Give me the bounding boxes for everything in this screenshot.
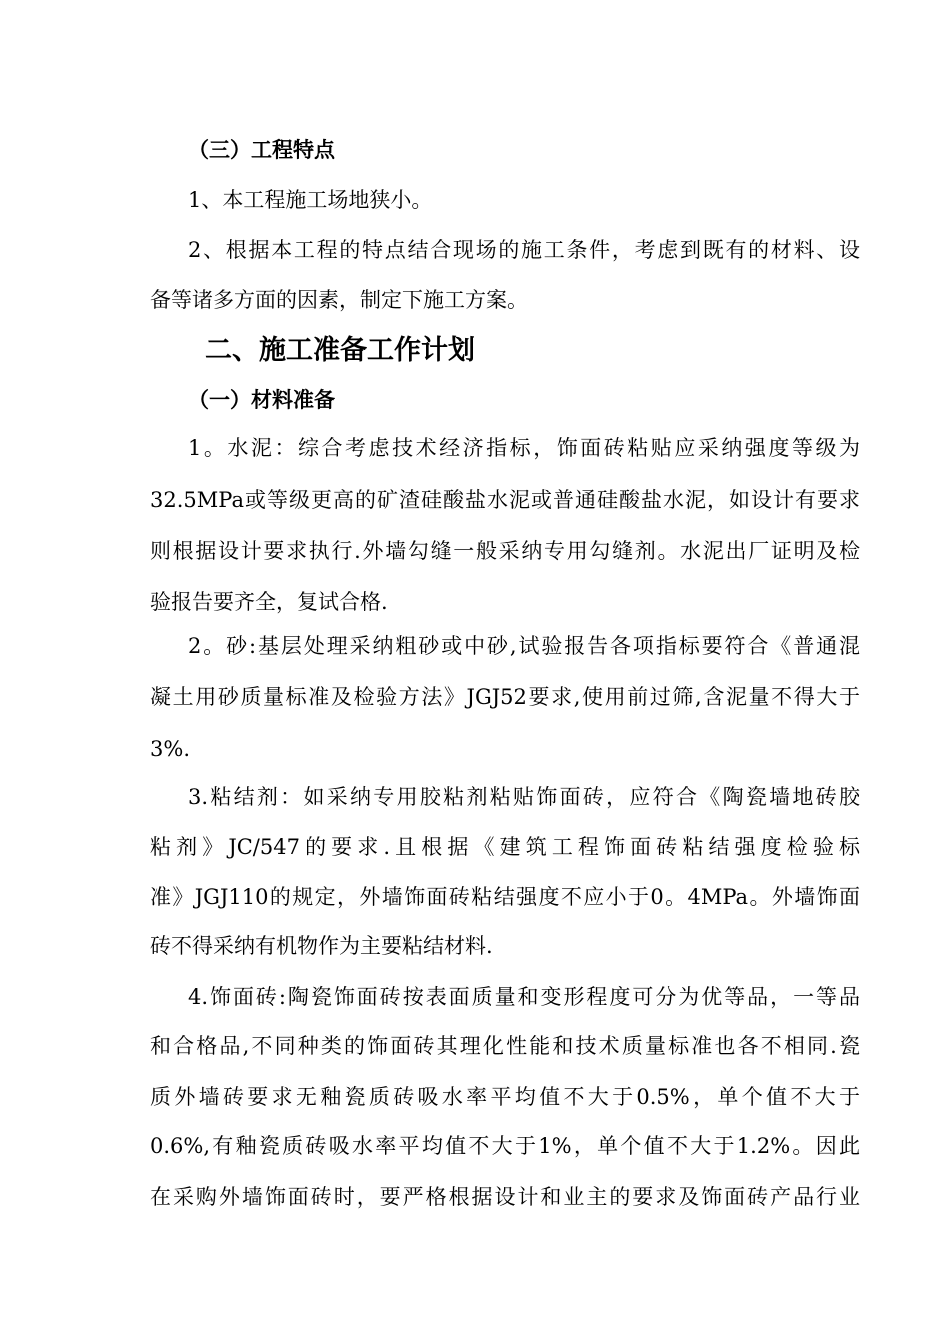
paragraph-line: 4.饰面砖:陶瓷饰面砖按表面质量和变形程度可分为优等品，一等品 bbox=[188, 985, 860, 1009]
paragraph-line: 验报告要齐全，复试合格. bbox=[150, 590, 388, 614]
paragraph-line: 在采购外墙饰面砖时，要严格根据设计和业主的要求及饰面砖产品行业 bbox=[150, 1185, 860, 1209]
paragraph-line: 粘剂》JC/547的要求.且根据《建筑工程饰面砖粘结强度检验标 bbox=[150, 835, 860, 859]
paragraph-line: 备等诸多方面的因素，制定下施工方案。 bbox=[150, 288, 528, 312]
chapter-heading-construction-preparation: 二、施工准备工作计划 bbox=[205, 335, 475, 366]
subsection-heading-materials: （一）材料准备 bbox=[188, 388, 335, 412]
paragraph-line: 和合格品,不同种类的饰面砖其理化性能和技术质量标准也各不相同.瓷 bbox=[150, 1034, 860, 1058]
paragraph-line: 1。水泥：综合考虑技术经济指标，饰面砖粘贴应采纳强度等级为 bbox=[188, 436, 860, 460]
paragraph-line: 1、本工程施工场地狭小。 bbox=[188, 188, 433, 212]
paragraph-line: 准》JGJ110的规定，外墙饰面砖粘结强度不应小于0。4MPa。外墙饰面 bbox=[150, 885, 860, 909]
section-heading-project-features: （三）工程特点 bbox=[188, 138, 335, 162]
paragraph-line: 则根据设计要求执行.外墙勾缝一般采纳专用勾缝剂。水泥出厂证明及检 bbox=[150, 539, 860, 563]
paragraph-line: 2、根据本工程的特点结合现场的施工条件，考虑到既有的材料、设 bbox=[188, 238, 860, 262]
paragraph-line: 3%. bbox=[150, 737, 190, 761]
paragraph-line: 0.6%,有釉瓷质砖吸水率平均值不大于1%，单个值不大于1.2%。因此 bbox=[150, 1134, 860, 1158]
paragraph-line: 砖不得采纳有机物作为主要粘结材料. bbox=[150, 934, 493, 958]
paragraph-line: 3.粘结剂：如采纳专用胶粘剂粘贴饰面砖，应符合《陶瓷墙地砖胶 bbox=[188, 785, 860, 809]
paragraph-line: 32.5MPa或等级更高的矿渣硅酸盐水泥或普通硅酸盐水泥，如设计有要求 bbox=[150, 488, 860, 512]
paragraph-line: 凝土用砂质量标准及检验方法》JGJ52要求,使用前过筛,含泥量不得大于 bbox=[150, 685, 860, 709]
paragraph-line: 2。砂:基层处理采纳粗砂或中砂,试验报告各项指标要符合《普通混 bbox=[188, 634, 860, 658]
paragraph-line: 质外墙砖要求无釉瓷质砖吸水率平均值不大于0.5%，单个值不大于 bbox=[150, 1085, 860, 1109]
